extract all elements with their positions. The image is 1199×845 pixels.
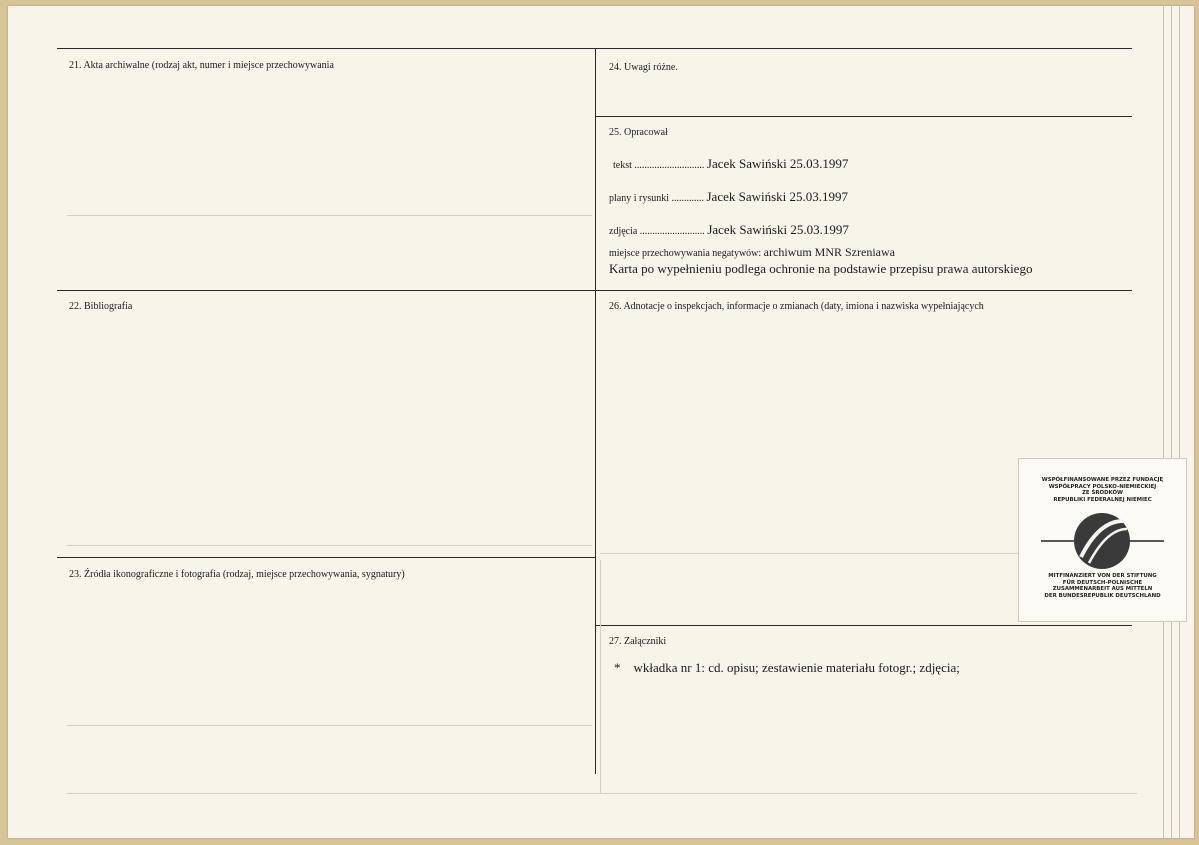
- bleed-divider: [600, 560, 601, 793]
- sheet-edge: [1163, 6, 1164, 838]
- copyright-note: Karta po wypełnieniu podlega ochronie na podstawie przepisu prawa autorskiego: [609, 261, 1033, 276]
- row-label: plany i rysunki .............: [609, 193, 704, 204]
- section-23-label: 23. Źródła ikonograficzne i fotografia (rodzaj, miejsce przechowywania, sygnatury): [69, 569, 405, 580]
- rule-26-27: [595, 625, 1132, 626]
- row-value: Jacek Sawiński 25.03.1997: [707, 222, 849, 237]
- section-26-label: 26. Adnotacje o inspekcjach, informacje o zmianach (daty, imiona i nazwiska wypełniających: [609, 301, 984, 312]
- bleed-line: [67, 215, 592, 216]
- top-rule-right: [595, 48, 1132, 49]
- top-rule-left: [57, 48, 595, 49]
- author-row-plans: [609, 189, 848, 205]
- section-27-label: 27. Załączniki: [609, 636, 667, 647]
- sheet-edge: [1171, 6, 1172, 838]
- rule-24-25: [595, 116, 1132, 117]
- stamp-line: MITFINANZIERT VON DER STIFTUNG: [1048, 573, 1157, 579]
- section-24-label: 24. Uwagi różne.: [609, 62, 678, 73]
- author-row-photos: [609, 222, 849, 238]
- section-25-label: 25. Opracował: [609, 127, 668, 138]
- stamp-line: ZUSAMMENARBEIT AUS MITTELN: [1052, 586, 1153, 592]
- attachment-item: [614, 660, 960, 676]
- negatives-location: [609, 245, 895, 260]
- negatives-label: miejsce przechowywania negatywów:: [609, 248, 762, 259]
- stamp-line: ZE ŚRODKÓW: [1081, 490, 1124, 496]
- section-22-label: 22. Bibliografia: [69, 301, 133, 312]
- stamp-text-german: [1019, 573, 1186, 599]
- row-value: Jacek Sawiński 25.03.1997: [706, 156, 849, 171]
- form-sheet: [8, 6, 1194, 838]
- row-label: tekst ............................: [613, 160, 705, 171]
- stamp-line: WSPÓŁPRACY POLSKO-NIEMIECKIEJ: [1048, 483, 1157, 490]
- row-value: Jacek Sawiński 25.03.1997: [706, 189, 849, 204]
- foundation-logo-icon: [1019, 511, 1186, 571]
- section-21-label: 21. Akta archiwalne (rodzaj akt, numer i miejsce przechowywania: [69, 60, 334, 71]
- bleed-line: [600, 553, 1020, 554]
- sponsor-stamp: [1018, 458, 1187, 622]
- author-row-text: [613, 156, 848, 172]
- bleed-line: [67, 545, 592, 546]
- sheet-edge: [1179, 6, 1180, 838]
- stamp-line: DER BUNDESREPUBLIK DEUTSCHLAND: [1044, 592, 1161, 599]
- center-divider: [595, 48, 596, 774]
- stamp-line: WSPÓŁFINANSOWANE PRZEZ FUNDACJĘ: [1041, 477, 1164, 483]
- rule-22-23: [57, 557, 595, 558]
- stamp-line: FÜR DEUTSCH-POLNISCHE: [1062, 579, 1143, 586]
- stamp-line: REPUBLIKI FEDERALNEJ NIEMIEC: [1053, 496, 1152, 503]
- attachment-text: wkładka nr 1: cd. opisu; zestawienie materiału fotogr.; zdjęcia;: [633, 660, 960, 675]
- row-label: zdjęcia ..........................: [609, 226, 705, 237]
- stamp-text-polish: [1019, 477, 1186, 503]
- bleed-line: [67, 725, 592, 726]
- rule-21-22: [57, 290, 1132, 291]
- negatives-value: archiwum MNR Szreniawa: [763, 245, 895, 259]
- bleed-line: [67, 793, 1137, 794]
- bullet: *: [614, 660, 621, 675]
